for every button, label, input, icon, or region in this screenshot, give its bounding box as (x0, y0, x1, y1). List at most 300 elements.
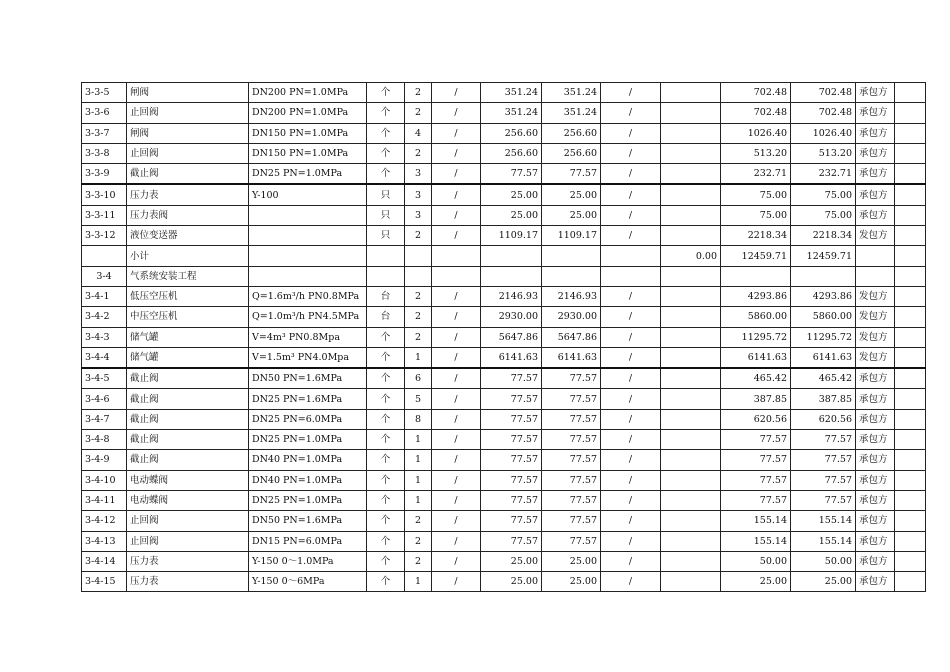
table-row (82, 389, 926, 409)
supplier-cell: 承包方 (856, 511, 895, 531)
supplier-cell: 承包方 (856, 389, 895, 409)
remark-cell (895, 470, 926, 490)
col9-cell: / (601, 368, 661, 389)
item-code: 3-3-11 (82, 205, 127, 225)
col10-cell (661, 430, 721, 450)
col6-cell: / (432, 572, 481, 592)
amount-total-cell: 702.48 (791, 83, 856, 103)
table-row (82, 184, 926, 205)
unit-price-total-cell: 77.57 (542, 470, 601, 490)
supplier-cell: 承包方 (856, 470, 895, 490)
unit-price-cell: 77.57 (481, 490, 542, 510)
item-code: 3-3-12 (82, 226, 127, 246)
amount-total-cell: 620.56 (791, 409, 856, 429)
item-name: 小计 (127, 246, 249, 266)
supplier-cell: 发包方 (856, 307, 895, 327)
supplier-cell (856, 246, 895, 266)
remark-cell (895, 368, 926, 389)
item-name: 闸阀 (127, 123, 249, 143)
item-unit: 台 (367, 286, 405, 306)
amount-total-cell: 155.14 (791, 531, 856, 551)
unit-price-total-cell: 25.00 (542, 551, 601, 571)
item-qty: 3 (405, 205, 432, 225)
supplier-cell: 承包方 (856, 450, 895, 470)
item-code: 3-3-9 (82, 164, 127, 185)
unit-price-cell: 77.57 (481, 430, 542, 450)
unit-price-total-cell: 77.57 (542, 511, 601, 531)
item-qty: 2 (405, 103, 432, 123)
amount-total-cell: 75.00 (791, 205, 856, 225)
unit-price-cell (481, 246, 542, 266)
item-name: 止回阀 (127, 511, 249, 531)
amount-cell (721, 266, 791, 286)
unit-price-total-cell: 351.24 (542, 103, 601, 123)
col9-cell: / (601, 143, 661, 163)
amount-cell: 155.14 (721, 511, 791, 531)
remark-cell (895, 409, 926, 429)
col10-cell (661, 123, 721, 143)
remark-cell (895, 83, 926, 103)
supplier-cell: 承包方 (856, 205, 895, 225)
unit-price-cell: 25.00 (481, 205, 542, 225)
table-row (82, 347, 926, 368)
item-unit: 个 (367, 572, 405, 592)
item-spec: DN15 PN=6.0MPa (249, 531, 367, 551)
col9-cell: / (601, 184, 661, 205)
amount-total-cell: 5860.00 (791, 307, 856, 327)
col10-cell (661, 205, 721, 225)
item-code: 3-4-14 (82, 551, 127, 571)
item-code: 3-4-9 (82, 450, 127, 470)
col10-cell (661, 83, 721, 103)
col10-cell (661, 572, 721, 592)
item-name: 电动蝶阀 (127, 490, 249, 510)
amount-total-cell: 513.20 (791, 143, 856, 163)
item-unit: 个 (367, 368, 405, 389)
item-name: 截止阀 (127, 450, 249, 470)
item-name: 止回阀 (127, 531, 249, 551)
item-code: 3-4-15 (82, 572, 127, 592)
unit-price-total-cell: 256.60 (542, 123, 601, 143)
item-spec (249, 246, 367, 266)
col6-cell: / (432, 389, 481, 409)
remark-cell (895, 246, 926, 266)
item-spec: DN25 PN=6.0MPa (249, 409, 367, 429)
item-unit: 台 (367, 307, 405, 327)
col9-cell: / (601, 226, 661, 246)
supplier-cell: 承包方 (856, 103, 895, 123)
amount-total-cell: 232.71 (791, 164, 856, 185)
col10-cell (661, 531, 721, 551)
amount-cell: 77.57 (721, 470, 791, 490)
col9-cell: / (601, 430, 661, 450)
item-unit (367, 266, 405, 286)
col9-cell: / (601, 205, 661, 225)
col10-cell (661, 286, 721, 306)
amount-total-cell: 387.85 (791, 389, 856, 409)
item-spec: DN150 PN=1.0MPa (249, 143, 367, 163)
item-spec: DN200 PN=1.0MPa (249, 103, 367, 123)
unit-price-cell: 25.00 (481, 551, 542, 571)
amount-total-cell: 77.57 (791, 430, 856, 450)
col9-cell: / (601, 490, 661, 510)
item-name: 压力表 (127, 572, 249, 592)
item-code: 3-4-8 (82, 430, 127, 450)
amount-total-cell: 465.42 (791, 368, 856, 389)
supplier-cell: 发包方 (856, 226, 895, 246)
item-qty: 2 (405, 551, 432, 571)
table-row (82, 226, 926, 246)
item-unit: 个 (367, 123, 405, 143)
col6-cell: / (432, 205, 481, 225)
item-qty (405, 266, 432, 286)
table-row (82, 143, 926, 163)
col6-cell: / (432, 430, 481, 450)
item-unit: 个 (367, 450, 405, 470)
col10-cell (661, 266, 721, 286)
item-spec: DN25 PN=1.0MPa (249, 430, 367, 450)
remark-cell (895, 286, 926, 306)
item-code: 3-4-5 (82, 368, 127, 389)
supplier-cell: 承包方 (856, 531, 895, 551)
item-code: 3-4-6 (82, 389, 127, 409)
supplier-cell: 发包方 (856, 347, 895, 368)
item-spec: Q=1.6m³/h PN0.8MPa (249, 286, 367, 306)
item-unit: 个 (367, 103, 405, 123)
unit-price-cell: 77.57 (481, 511, 542, 531)
col10-cell: 0.00 (661, 246, 721, 266)
remark-cell (895, 226, 926, 246)
col9-cell: / (601, 83, 661, 103)
table-row (82, 307, 926, 327)
amount-cell: 50.00 (721, 551, 791, 571)
item-code: 3-3-6 (82, 103, 127, 123)
col10-cell (661, 307, 721, 327)
col9-cell: / (601, 511, 661, 531)
supplier-cell: 承包方 (856, 123, 895, 143)
amount-cell: 1026.40 (721, 123, 791, 143)
col9-cell: / (601, 409, 661, 429)
item-name: 中压空压机 (127, 307, 249, 327)
col9-cell: / (601, 572, 661, 592)
item-unit: 个 (367, 389, 405, 409)
remark-cell (895, 164, 926, 185)
item-qty: 1 (405, 572, 432, 592)
unit-price-cell: 256.60 (481, 123, 542, 143)
unit-price-total-cell: 1109.17 (542, 226, 601, 246)
item-code: 3-4-12 (82, 511, 127, 531)
col9-cell: / (601, 164, 661, 185)
amount-cell: 77.57 (721, 450, 791, 470)
amount-cell: 77.57 (721, 490, 791, 510)
table-row (82, 409, 926, 429)
item-unit: 个 (367, 531, 405, 551)
col10-cell (661, 327, 721, 347)
table-row (82, 327, 926, 347)
amount-cell: 620.56 (721, 409, 791, 429)
col6-cell: / (432, 327, 481, 347)
col6-cell: / (432, 551, 481, 571)
unit-price-total-cell: 6141.63 (542, 347, 601, 368)
col6-cell: / (432, 368, 481, 389)
unit-price-cell: 77.57 (481, 531, 542, 551)
col9-cell: / (601, 551, 661, 571)
amount-cell: 11295.72 (721, 327, 791, 347)
item-qty: 2 (405, 286, 432, 306)
item-code: 3-4-11 (82, 490, 127, 510)
col6-cell: / (432, 470, 481, 490)
item-code: 3-3-8 (82, 143, 127, 163)
item-name: 截止阀 (127, 389, 249, 409)
supplier-cell: 承包方 (856, 184, 895, 205)
amount-cell: 4293.86 (721, 286, 791, 306)
item-spec: Y-150 0～6MPa (249, 572, 367, 592)
unit-price-cell: 2146.93 (481, 286, 542, 306)
table-row (82, 286, 926, 306)
unit-price-total-cell (542, 246, 601, 266)
remark-cell (895, 205, 926, 225)
item-qty: 2 (405, 83, 432, 103)
remark-cell (895, 123, 926, 143)
amount-total-cell: 11295.72 (791, 327, 856, 347)
amount-cell: 75.00 (721, 184, 791, 205)
amount-cell: 702.48 (721, 83, 791, 103)
table-row (82, 430, 926, 450)
unit-price-total-cell: 77.57 (542, 430, 601, 450)
remark-cell (895, 430, 926, 450)
item-qty: 2 (405, 327, 432, 347)
col6-cell: / (432, 347, 481, 368)
remark-cell (895, 266, 926, 286)
amount-total-cell: 4293.86 (791, 286, 856, 306)
table-row (82, 450, 926, 470)
unit-price-total-cell: 77.57 (542, 409, 601, 429)
item-name: 储气罐 (127, 347, 249, 368)
col10-cell (661, 164, 721, 185)
item-name: 储气罐 (127, 327, 249, 347)
item-name: 闸阀 (127, 83, 249, 103)
item-unit: 个 (367, 164, 405, 185)
item-qty: 1 (405, 450, 432, 470)
col6-cell: / (432, 511, 481, 531)
item-code: 3-3-7 (82, 123, 127, 143)
supplier-cell: 发包方 (856, 327, 895, 347)
cost-table (81, 82, 926, 592)
item-code (82, 246, 127, 266)
amount-total-cell: 75.00 (791, 184, 856, 205)
item-qty: 6 (405, 368, 432, 389)
table-row (82, 205, 926, 225)
col6-cell: / (432, 164, 481, 185)
item-name: 截止阀 (127, 164, 249, 185)
item-name: 截止阀 (127, 430, 249, 450)
col9-cell: / (601, 450, 661, 470)
item-spec: DN50 PN=1.6MPa (249, 368, 367, 389)
item-unit: 只 (367, 205, 405, 225)
amount-cell: 465.42 (721, 368, 791, 389)
remark-cell (895, 551, 926, 571)
unit-price-cell: 77.57 (481, 164, 542, 185)
item-spec: DN50 PN=1.6MPa (249, 511, 367, 531)
col9-cell: / (601, 286, 661, 306)
col6-cell: / (432, 226, 481, 246)
unit-price-total-cell: 77.57 (542, 490, 601, 510)
col6-cell: / (432, 103, 481, 123)
item-spec: DN25 PN=1.0MPa (249, 490, 367, 510)
item-unit: 个 (367, 327, 405, 347)
item-name: 压力表 (127, 551, 249, 571)
amount-cell: 2218.34 (721, 226, 791, 246)
remark-cell (895, 450, 926, 470)
item-spec (249, 266, 367, 286)
amount-cell: 12459.71 (721, 246, 791, 266)
unit-price-total-cell: 77.57 (542, 164, 601, 185)
item-unit: 个 (367, 143, 405, 163)
item-name: 止回阀 (127, 143, 249, 163)
table-row (82, 123, 926, 143)
amount-cell: 5860.00 (721, 307, 791, 327)
col9-cell: / (601, 389, 661, 409)
col9-cell: / (601, 327, 661, 347)
item-qty: 2 (405, 531, 432, 551)
unit-price-cell: 77.57 (481, 389, 542, 409)
amount-total-cell: 77.57 (791, 450, 856, 470)
remark-cell (895, 103, 926, 123)
item-spec: V=1.5m³ PN4.0Mpa (249, 347, 367, 368)
item-spec: DN40 PN=1.0MPa (249, 470, 367, 490)
unit-price-total-cell: 77.57 (542, 368, 601, 389)
item-qty: 8 (405, 409, 432, 429)
amount-total-cell: 702.48 (791, 103, 856, 123)
col10-cell (661, 551, 721, 571)
item-unit: 只 (367, 184, 405, 205)
supplier-cell: 承包方 (856, 409, 895, 429)
supplier-cell: 承包方 (856, 164, 895, 185)
unit-price-cell: 2930.00 (481, 307, 542, 327)
amount-cell: 702.48 (721, 103, 791, 123)
table-row (82, 83, 926, 103)
item-name: 截止阀 (127, 368, 249, 389)
unit-price-total-cell: 25.00 (542, 184, 601, 205)
item-code: 3-4-2 (82, 307, 127, 327)
unit-price-total-cell: 5647.86 (542, 327, 601, 347)
unit-price-cell: 77.57 (481, 450, 542, 470)
item-spec (249, 205, 367, 225)
amount-cell: 77.57 (721, 430, 791, 450)
amount-cell: 155.14 (721, 531, 791, 551)
col6-cell: / (432, 143, 481, 163)
col10-cell (661, 103, 721, 123)
col9-cell (601, 266, 661, 286)
item-code: 3-3-5 (82, 83, 127, 103)
item-qty: 1 (405, 430, 432, 450)
unit-price-cell: 256.60 (481, 143, 542, 163)
amount-total-cell: 77.57 (791, 490, 856, 510)
amount-cell: 513.20 (721, 143, 791, 163)
item-code: 3-4-1 (82, 286, 127, 306)
supplier-cell: 承包方 (856, 572, 895, 592)
item-qty: 2 (405, 226, 432, 246)
col9-cell: / (601, 307, 661, 327)
unit-price-cell: 351.24 (481, 83, 542, 103)
item-code: 3-4-10 (82, 470, 127, 490)
table-body (82, 83, 926, 592)
item-qty: 2 (405, 143, 432, 163)
col6-cell (432, 246, 481, 266)
remark-cell (895, 347, 926, 368)
item-spec: V=4m³ PN0.8Mpa (249, 327, 367, 347)
item-unit: 个 (367, 83, 405, 103)
item-name: 电动蝶阀 (127, 470, 249, 490)
item-code: 3-4-13 (82, 531, 127, 551)
amount-total-cell: 2218.34 (791, 226, 856, 246)
item-unit: 个 (367, 409, 405, 429)
amount-total-cell: 50.00 (791, 551, 856, 571)
remark-cell (895, 511, 926, 531)
item-qty: 2 (405, 511, 432, 531)
item-spec: Q=1.0m³/h PN4.5MPa (249, 307, 367, 327)
amount-cell: 232.71 (721, 164, 791, 185)
col9-cell: / (601, 123, 661, 143)
table-row (82, 572, 926, 592)
item-unit: 个 (367, 490, 405, 510)
item-name: 低压空压机 (127, 286, 249, 306)
table-row (82, 164, 926, 185)
item-unit: 只 (367, 226, 405, 246)
table-row (82, 490, 926, 510)
col10-cell (661, 389, 721, 409)
amount-total-cell: 6141.63 (791, 347, 856, 368)
unit-price-cell: 351.24 (481, 103, 542, 123)
item-name: 截止阀 (127, 409, 249, 429)
amount-total-cell: 25.00 (791, 572, 856, 592)
col10-cell (661, 143, 721, 163)
table-row (82, 551, 926, 571)
item-qty (405, 246, 432, 266)
item-unit: 个 (367, 511, 405, 531)
unit-price-cell: 5647.86 (481, 327, 542, 347)
col9-cell (601, 246, 661, 266)
remark-cell (895, 307, 926, 327)
amount-cell: 387.85 (721, 389, 791, 409)
unit-price-cell: 25.00 (481, 572, 542, 592)
amount-total-cell: 12459.71 (791, 246, 856, 266)
supplier-cell: 承包方 (856, 368, 895, 389)
col10-cell (661, 368, 721, 389)
item-spec: DN25 PN=1.0MPa (249, 164, 367, 185)
col6-cell: / (432, 450, 481, 470)
col6-cell: / (432, 490, 481, 510)
remark-cell (895, 490, 926, 510)
item-qty: 5 (405, 389, 432, 409)
col10-cell (661, 184, 721, 205)
item-unit (367, 246, 405, 266)
unit-price-total-cell: 25.00 (542, 205, 601, 225)
item-spec (249, 226, 367, 246)
remark-cell (895, 531, 926, 551)
item-name: 压力表 (127, 184, 249, 205)
item-code: 3-4-3 (82, 327, 127, 347)
item-spec: DN25 PN=1.6MPa (249, 389, 367, 409)
amount-cell: 6141.63 (721, 347, 791, 368)
supplier-cell: 承包方 (856, 430, 895, 450)
supplier-cell: 承包方 (856, 143, 895, 163)
table-row (82, 103, 926, 123)
unit-price-total-cell: 2930.00 (542, 307, 601, 327)
unit-price-total-cell: 256.60 (542, 143, 601, 163)
col10-cell (661, 409, 721, 429)
item-name: 气系统安装工程 (127, 266, 249, 286)
